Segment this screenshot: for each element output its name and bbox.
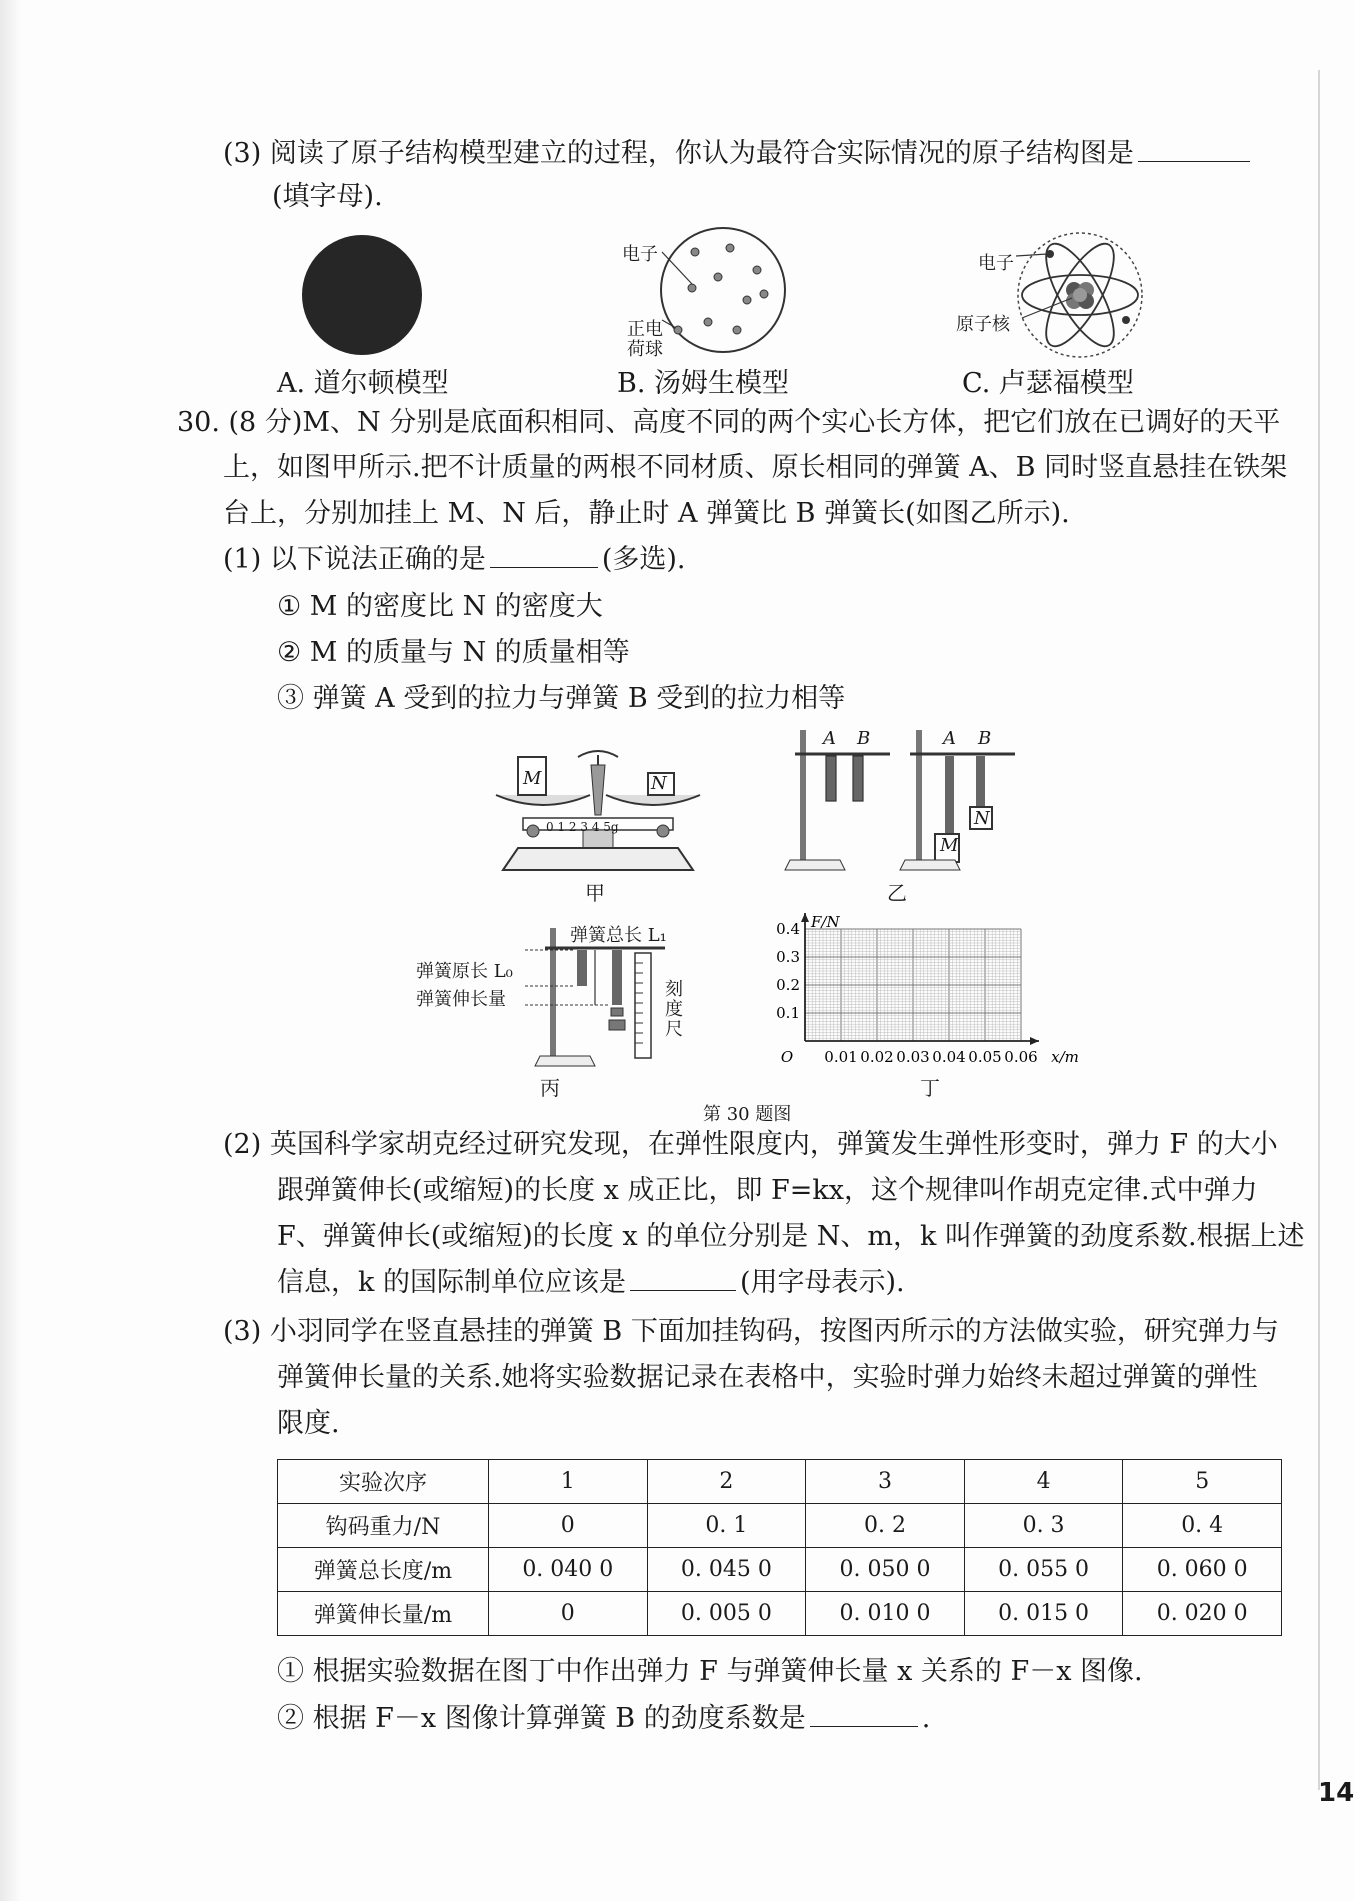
fig-jia-caption: 甲 [585,881,605,905]
thomson-positive-label-2: 荷球 [627,339,663,360]
x-tick-label: 0.04 [932,1048,966,1066]
fig-jia-m-label: M [523,768,542,789]
fig-bing-total-length-label: 弹簧总长 L₁ [570,925,667,946]
fig-yi-springs [780,730,1030,875]
table-cell: 0 [489,1504,648,1548]
fig-yi-a-label-1: A [823,728,836,749]
q30-part2-line1: (2) 英国科学家胡克经过研究发现，在弹性限度内，弹簧发生弹性形变时，弹力 F 的大小 [223,1129,1278,1160]
fig-bing-caption: 丙 [540,1076,560,1100]
table-row-header: 钩码重力/N [278,1504,489,1548]
q29-3-line1: (3) 阅读了原子结构模型建立的过程，你认为最符合实际情况的原子结构图是 [223,137,1250,171]
x-tick-label: 0.02 [860,1048,894,1066]
fig-bing-original-length-label: 弹簧原长 L₀ [416,961,513,982]
y-tick-label: 0.1 [776,1004,800,1022]
table-row-header: 弹簧伸长量/m [278,1592,489,1636]
rutherford-electron-label: 电子 [978,253,1014,274]
table-cell: 1 [489,1460,648,1504]
q30-part1-line: (1) 以下说法正确的是 (多选). [223,544,686,575]
table-cell: 5 [1123,1460,1282,1504]
fig-bing-stretch-label: 弹簧伸长量 [416,989,506,1010]
q30-part2-line2: 跟弹簧伸长(或缩短)的长度 x 成正比，即 F=kx，这个规律叫作胡克定律.式中弹力 [277,1175,1258,1206]
table-cell: 0. 020 0 [1123,1592,1282,1636]
table-cell: 0. 050 0 [806,1548,965,1592]
fig-bing-ruler-3: 尺 [665,1019,683,1040]
fig-bing-ruler-2: 度 [665,999,683,1020]
q30-part3-line2: 弹簧伸长量的关系.她将实验数据记录在表格中，实验时弹力始终未超过弹簧的弹性 [277,1362,1258,1393]
model-b-label: B. 汤姆生模型 [617,368,790,399]
q30-option-3: ③ 弹簧 A 受到的拉力与弹簧 B 受到的拉力相等 [277,683,846,714]
thomson-electron-label: 电子 [622,244,658,265]
table-row-header: 弹簧总长度/m [278,1548,489,1592]
q30-part3-line3: 限度. [277,1408,340,1439]
table-row-header: 实验次序 [278,1460,489,1504]
figure-30-caption: 第 30 题图 [703,1104,792,1125]
fig-bing-ruler-1: 刻 [665,979,683,1000]
table-row [278,1548,1282,1592]
x-tick-label: 0.05 [968,1048,1002,1066]
y-axis-arrow [801,913,809,922]
table-row [278,1592,1282,1636]
model-c-label: C. 卢瑟福模型 [962,368,1134,399]
table-cell: 0. 1 [647,1504,806,1548]
table-cell: 0. 040 0 [489,1548,648,1592]
fig-yi-m-label: M [940,835,959,856]
fig-yi-n-label: N [974,808,990,829]
table-cell: 0. 055 0 [964,1548,1123,1592]
y-tick-label: 0.3 [776,948,800,966]
q30-option-2: ② M 的质量与 N 的质量相等 [277,637,630,668]
thomson-positive-label-1: 正电 [627,319,663,340]
table-cell: 0 [489,1592,648,1636]
experiment-data-table [277,1459,1282,1636]
table-cell: 0. 2 [806,1504,965,1548]
x-tick-label: 0.06 [1004,1048,1038,1066]
q30-intro-1: 30. (8 分)M、N 分别是底面积相同、高度不同的两个实心长方体，把它们放在已调好的天平 [177,407,1281,438]
q30-subpart-2: ② 根据 F－x 图像计算弹簧 B 的劲度系数是 . [277,1703,931,1734]
y-axis-label: F/N [811,913,840,931]
q30-option-1: ① M 的密度比 N 的密度大 [277,591,603,622]
fig-yi-caption: 乙 [887,881,907,905]
chart-origin-label: O [780,1048,794,1066]
table-cell: 3 [806,1460,965,1504]
page-edge-line [1318,70,1320,1790]
q30-part3-line1: (3) 小羽同学在竖直悬挂的弹簧 B 下面加挂钩码，按图丙所示的方法做实验，研究弹力与 [223,1316,1279,1347]
fig-jia-n-label: N [651,773,667,794]
q30-part2-answer-blank[interactable] [630,1266,736,1291]
table-cell: 0. 010 0 [806,1592,965,1636]
table-cell: 0. 4 [1123,1504,1282,1548]
rutherford-nucleus-label: 原子核 [956,314,1010,335]
x-axis-label: x/m [1051,1048,1079,1066]
q30-intro-3: 台上，分别加挂上 M、N 后，静止时 A 弹簧比 B 弹簧长(如图乙所示). [223,498,1070,529]
fig-ding-caption: 丁 [920,1076,940,1100]
table-cell: 0. 060 0 [1123,1548,1282,1592]
table-cell: 4 [964,1460,1123,1504]
page-fold-shadow [0,0,22,1901]
fig-bing-apparatus [525,928,675,1068]
fig-yi-b-label-2: B [978,728,992,749]
table-row [278,1460,1282,1504]
x-axis-arrow [1030,1037,1039,1045]
rutherford-nucleus [1066,282,1094,309]
table-cell: 0. 045 0 [647,1548,806,1592]
fig-jia-scale: 0 1 2 3 4 5g [546,820,619,834]
q29-3-line2: (填字母). [272,181,383,212]
x-tick-label: 0.03 [896,1048,930,1066]
model-a-label: A. 道尔顿模型 [277,368,449,399]
x-tick-label: 0.01 [824,1048,858,1066]
atom-models-figure [290,230,1150,365]
y-tick-label: 0.2 [776,976,800,994]
table-cell: 0. 015 0 [964,1592,1123,1636]
fig-yi-a-label-2: A [943,728,956,749]
table-cell: 2 [647,1460,806,1504]
q30-part2-line3: F、弹簧伸长(或缩短)的长度 x 的单位分别是 N、m，k 叫作弹簧的劲度系数.根据上述 [277,1221,1305,1252]
fig-jia-balance [488,745,708,875]
table-row [278,1504,1282,1548]
q30-subpart-2-answer-blank[interactable] [810,1702,918,1727]
table-cell: 0. 3 [964,1504,1123,1548]
y-tick-label: 0.4 [776,920,800,938]
page-number: 14 [1318,1778,1354,1808]
q29-answer-blank[interactable] [1138,137,1250,162]
q30-subpart-1: ① 根据实验数据在图丁中作出弹力 F 与弹簧伸长量 x 关系的 F－x 图像. [277,1656,1143,1687]
q30-part1-answer-blank[interactable] [490,543,598,568]
thomson-electrons [674,244,768,334]
fig-ding-fx-chart [760,908,1100,1068]
table-cell: 0. 005 0 [647,1592,806,1636]
dalton-model-sphere [302,235,422,355]
fig-yi-b-label-1: B [857,728,871,749]
q30-part2-line4: 信息，k 的国际制单位应该是 (用字母表示). [277,1267,905,1298]
q30-intro-2: 上，如图甲所示.把不计质量的两根不同材质、原长相同的弹簧 A、B 同时竖直悬挂在铁架 [223,452,1288,483]
